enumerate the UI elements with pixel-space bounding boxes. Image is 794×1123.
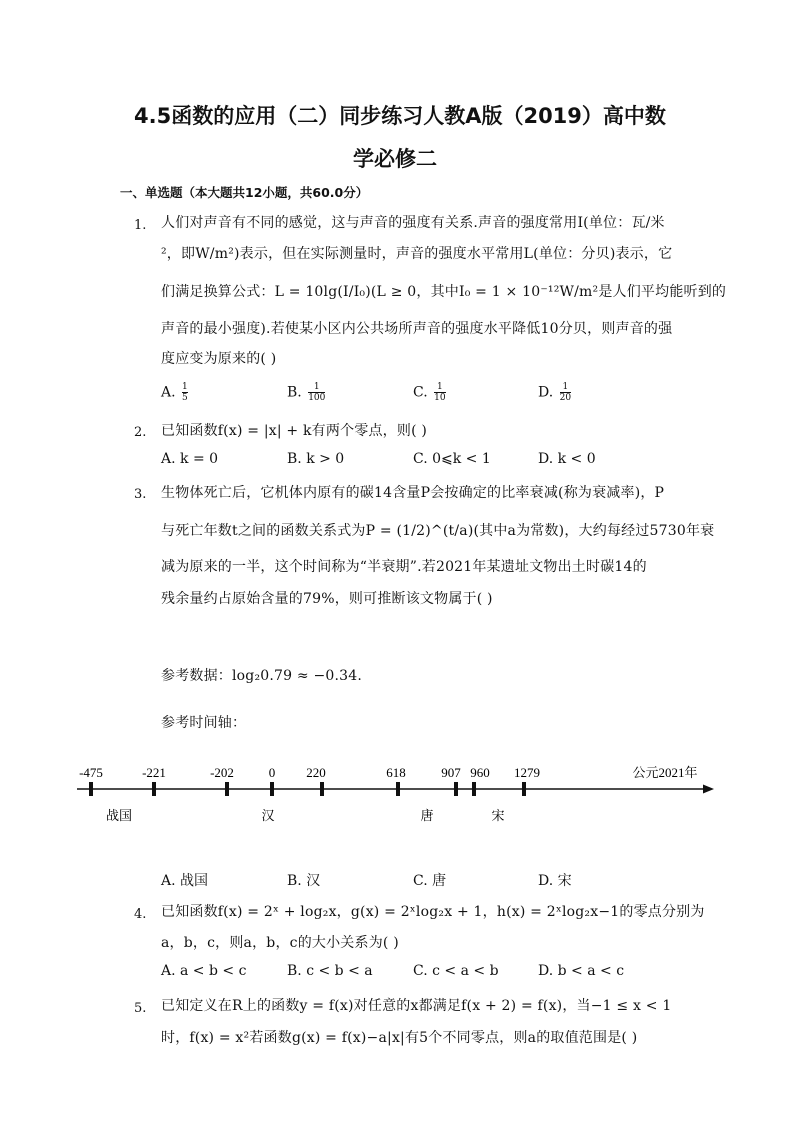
option-d[interactable]: D. k < 0 [538, 451, 596, 467]
question-text-line: 已知定义在R上的函数y = f(x)对任意的x都满足f(x + 2) = f(x)，当−1 ≤ x < 1 [161, 998, 672, 1014]
option-c[interactable]: C. 0⩽k < 1 [413, 451, 491, 467]
timeline-tick [89, 782, 93, 796]
option-d[interactable]: D. b < a < c [538, 963, 625, 979]
question-text-line: 时，f(x) = x²若函数g(x) = f(x)−a|x|有5个不同零点，则a的取值范围是( ) [161, 1030, 638, 1046]
option-b[interactable]: B. c < b < a [287, 963, 373, 979]
timeline-arrow [703, 785, 714, 794]
timeline-tick [320, 782, 324, 796]
numerator: 1 [436, 382, 443, 392]
question-text-line: 已知函数f(x) = 2ˣ + log₂x，g(x) = 2ˣlog₂x + 1，h(x) = 2ˣlog₂x−1的零点分别为 [161, 904, 705, 920]
era-label: 宋 [491, 809, 505, 824]
question-text-line: 残余量约占原始含量的79%，则可推断该文物属于( ) [161, 591, 493, 607]
fraction [182, 382, 188, 403]
fraction [434, 382, 445, 403]
denominator: 20 [559, 393, 572, 403]
timeline-tick [225, 782, 229, 796]
option-a[interactable] [161, 382, 190, 403]
year-label: 220 [306, 765, 326, 780]
era-label: 唐 [420, 809, 434, 824]
page-title-continued: 学必修二 [353, 147, 437, 171]
question-text-line: 已知函数f(x) = |x| + k有两个零点，则( ) [161, 423, 428, 439]
option-b[interactable]: B. 汉 [287, 873, 321, 889]
section-header: 一、单选题（本大题共12小题，共60.0分） [120, 185, 369, 200]
year-label: 1279 [514, 765, 540, 780]
option-key: B. [287, 384, 302, 401]
year-label: 960 [470, 765, 490, 780]
denominator: 5 [182, 393, 188, 403]
option-b[interactable] [287, 382, 327, 403]
timeline-tick [152, 782, 156, 796]
era-label: 汉 [261, 809, 275, 824]
timeline-eras [106, 808, 505, 824]
option-b[interactable]: B. k > 0 [287, 451, 345, 467]
denominator: 10 [434, 393, 446, 403]
question-text-line: 生物体死亡后，它机体内原有的碳14含量P会按确定的比率衰减(称为衰减率)，P [161, 485, 665, 501]
timeline-tick [270, 782, 274, 796]
option-a[interactable]: A. a < b < c [161, 963, 247, 979]
timeline-tick [522, 782, 526, 796]
question-text-line: 与死亡年数t之间的函数关系式为P = (1/2)^(t/a)(其中a为常数)，大约每经过5730年衰 [161, 523, 715, 539]
option-key: A. [161, 384, 176, 401]
option-c[interactable] [413, 382, 448, 403]
option-d[interactable]: D. 宋 [538, 873, 572, 889]
year-label: -202 [210, 765, 234, 780]
question-number: 3. [134, 487, 147, 502]
question-text-line: 度应变为原来的( ) [161, 351, 277, 367]
timeline-tick [396, 782, 400, 796]
reference-data: 参考数据：log₂0.79 ≈ −0.34. [161, 668, 363, 684]
timeline-years [79, 765, 697, 780]
option-a[interactable]: A. 战国 [161, 873, 209, 889]
question-number: 4. [134, 907, 147, 922]
timeline-tick [454, 782, 458, 796]
era-label: 战国 [105, 809, 133, 824]
timeline-diagram [0, 760, 794, 840]
option-d[interactable] [538, 382, 573, 403]
year-label: 0 [268, 765, 276, 780]
fraction [560, 382, 571, 403]
year-label: 907 [441, 765, 461, 780]
year-label-end: 公元2021年 [632, 765, 698, 780]
denominator: 100 [308, 393, 326, 403]
question-text-line: a，b，c，则a，b，c的大小关系为( ) [161, 935, 399, 951]
question-text-line: ²，即W/m²)表示，但在实际测量时，声音的强度水平常用L(单位：分贝)表示，它 [161, 246, 673, 262]
question-text-line: 声音的最小强度).若使某小区内公共场所声音的强度水平降低10分贝，则声音的强 [161, 321, 673, 337]
numerator: 1 [182, 382, 188, 392]
numerator: 1 [313, 382, 320, 392]
question-text-line: 人们对声音有不同的感觉，这与声音的强度有关系.声音的强度常用I(单位：瓦/米 [161, 215, 665, 231]
option-a[interactable]: A. k = 0 [161, 451, 219, 467]
option-key: D. [538, 384, 554, 401]
year-label: -221 [142, 765, 166, 780]
reference-timeline-label: 参考时间轴： [161, 715, 247, 731]
question-number: 2. [134, 425, 147, 440]
fraction [308, 382, 325, 403]
option-c[interactable]: C. c < a < b [413, 963, 499, 979]
question-number: 5. [134, 1001, 147, 1016]
option-c[interactable]: C. 唐 [413, 873, 447, 889]
timeline-tick [472, 782, 476, 796]
numerator: 1 [562, 382, 569, 392]
question-text-line: 们满足换算公式：L = 10lg(I/I₀)(L ≥ 0，其中I₀ = 1 × 10⁻¹²W/m²是人们平均能听到的 [161, 284, 727, 300]
question-text-line: 减为原来的一半，这个时间称为“半衰期”.若2021年某遗址文物出土时碳14的 [161, 559, 647, 575]
page-title: 4.5函数的应用（二）同步练习人教A版（2019）高中数 [134, 104, 666, 128]
option-key: C. [413, 384, 428, 401]
year-label: 618 [386, 765, 406, 780]
year-label: -475 [79, 765, 103, 780]
question-number: 1. [134, 218, 147, 233]
